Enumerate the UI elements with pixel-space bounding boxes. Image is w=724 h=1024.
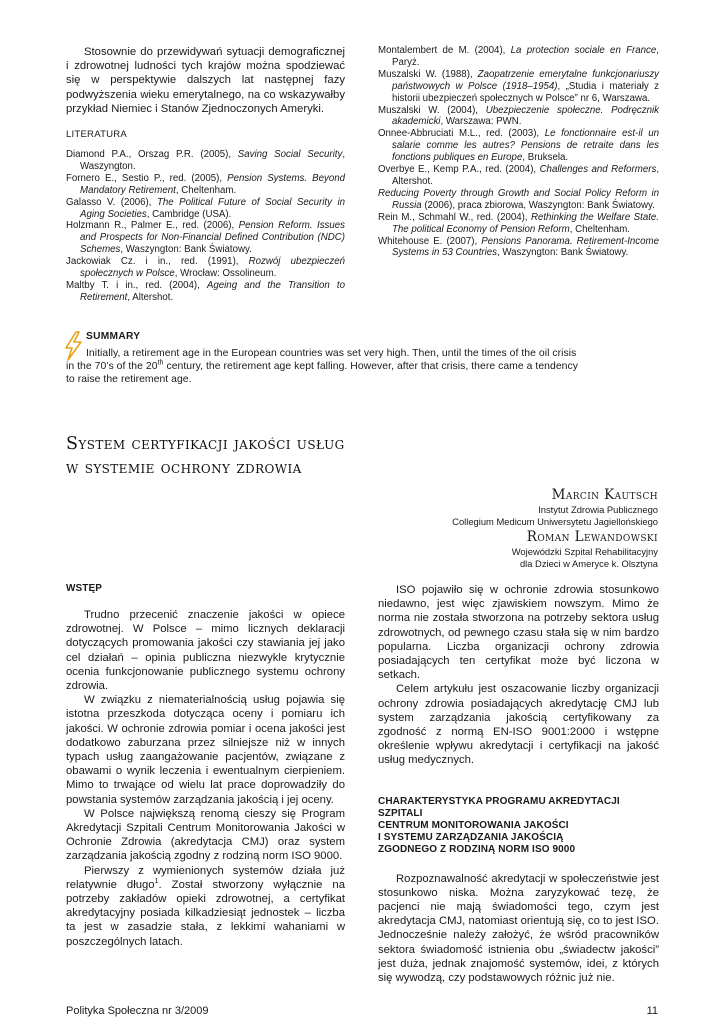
reference-item: Reducing Poverty through Growth and Social Policy Reform in Russia (2006), praca zbiorowa, Waszyngton: Bank Światowy.: [378, 187, 659, 211]
author-affiliation: Wojewódzki Szpital Rehabilitacyjny: [511, 546, 658, 557]
body-paragraph: Celem artykułu jest oszacowanie liczby organizacji ochrony zdrowia posiadających akredytację CMJ lub system zarządzania jakością certyfikowany za zgodność z normą EN-ISO 9001:2000 i wstępne określenie wpływu akredytacji i certyfikacji na jakość usług medycznych.: [378, 683, 659, 767]
author-affiliation: Collegium Medicum Uniwersytetu Jagiellońskiego: [452, 515, 658, 527]
author-affiliation: Instytut Zdrowia Publicznego: [538, 504, 658, 515]
summary-body: [66, 348, 662, 386]
reference-item: Maltby T. i in., red. (2004), Ageing and the Transition to Retirement, Altershot.: [66, 279, 345, 303]
author-block: [358, 487, 658, 527]
literature-heading: LITERATURA: [66, 129, 127, 141]
reference-item: Montalembert de M. (2004), La protection sociale en France, Paryż.: [378, 45, 659, 68]
reference-item: Fornero E., Sestio P., red. (2005), Pension Systems. Beyond Mandatory Retirement, Cheltenham.: [66, 172, 345, 196]
author-name: Roman Lewandowski: [526, 529, 658, 545]
reference-item: Galasso V. (2006), The Political Future of Social Security in Aging Societies, Cambridge (USA).: [66, 196, 345, 220]
footer-journal: Polityka Społeczna nr 3/2009: [66, 1005, 209, 1017]
section-heading: CHARAKTERYSTYKA PROGRAMU AKREDYTACJI SZPITALI CENTRUM MONITOROWANIA JAKOŚCI I SYSTEMU ZARZĄDZANIA JAKOŚCIĄ ZGODNEGO Z RODZINĄ NORM ISO 9000: [378, 795, 620, 855]
reference-item: Whitehouse E. (2007), Pensions Panorama. Retirement-Income Systems in 53 Countries, Waszyngton: Bank Światowy.: [378, 235, 659, 259]
summary-line: Initially, a retirement age in the European countries was set very high. Then, until the times of the oil crisis: [86, 348, 577, 359]
summary-line: to raise the retirement age.: [66, 373, 192, 385]
author-name: Marcin Kautsch: [551, 487, 658, 503]
summary-title: SUMMARY: [86, 331, 141, 342]
reference-item: Diamond P.A., Orszag P.R. (2005), Saving Social Security, Waszyngton.: [66, 149, 346, 172]
body-paragraph: W Polsce największą renomą cieszy się Program Akredytacji Szpitali Centrum Monitorowania Jakości w Ochronie Zdrowia (akredytacja CMJ) oraz system zarządzania jakością zgodny z rodziną norm ISO 9000.: [66, 807, 345, 863]
body-paragraph: Trudno przecenić znaczenie jakości w opiece zdrowotnej. W Polsce – mimo licznych deklaracji dotyczących promowania jakości czy stawiania jej jako cel działań – opinia publiczna niezwykle krytycznie ocenia funkcjonowanie publicznego systemu ochrony zdrowia.: [66, 609, 345, 693]
reference-item: Jackowiak Cz. i in., red. (1991), Rozwój ubezpieczeń społecznych w Polsce, Wrocław: Ossolineum.: [66, 256, 345, 280]
author-affiliation: dla Dzieci w Ameryce k. Olsztyna: [519, 557, 658, 569]
intro-paragraph: Stosownie do przewidywań sytuacji demograficznej i zdrowotnej ludności tych krajów można spodziewać się w perspektywie dalszych lat następnej fazy podwyższenia wieku emerytalnego, na co wskazywałby przykład Niemiec i Stanów Zjednoczonych Ameryki.: [66, 46, 345, 115]
author-block: [358, 529, 658, 569]
reference-item: Holzmann R., Palmer E., red. (2006), Pension Reform. Issues and Prospects for Non-Financial Defined Contribution (NDC) Schemes, Waszyngton: Bank Światowy.: [66, 220, 346, 256]
footnote-marker: 1: [154, 878, 159, 886]
body-right-column: [378, 583, 659, 985]
body-paragraph: Pierwszy z wymienionych systemów działa już relatywnie długo$^1$. Został stworzony wyłącznie na potrzeby zakładów opieki zdrowotnej, a certyfikat akredytacyjny posiada kilkadziesiąt jednostek – liczba ta jest w zasadzie stała, z lekkimi wahaniami w poszczególnych latach.: [66, 864, 345, 948]
body-paragraph: W związku z niematerialnością usług pojawia się istotna przeszkoda dotycząca oceny i pomiaru ich jakości. W ochronie zdrowia pomiar i ocena jakości jest dodatkowo zaburzana przez silniejsze niż w innych typach usług zaangażowanie pacjentów, związane z obawami o wynik leczenia i ewentualnym cierpieniem. Mimo to trwające od wielu lat prace doprowadziły do powstania systemów zarządzania jakością i jej oceny.: [66, 694, 345, 806]
page-number: 11: [646, 1005, 658, 1017]
body-paragraph: Rozpoznawalność akredytacji w społeczeństwie jest stosunkowo niska. Można zaryzykować tezę, że pacjenci nie mają świadomości tego, czym jest akredytacja CMJ, natomiast orientują się, co to jest ISO. Jednocześnie należy założyć, że wśród pracowników sektora świadomość istnienia obu „świadectw jakości” jest duża, jednak znajomość systemów, idei, z których się wywodzą, czy podstawowych różnic już nie.: [378, 872, 659, 985]
section-heading: WSTĘP: [66, 583, 103, 594]
article-title: System certyfikacji jakości usług w systemie ochrony zdrowia: [66, 434, 345, 478]
references-left: [66, 149, 345, 304]
reference-item: Muszalski W. (1988), Zaopatrzenie emerytalne funkcjonariuszy państwowych w Polsce (1918–1954), „Studia i materiały z historii ubezpieczeń społecznych w Polsce” nr 6, Warszawa.: [378, 68, 660, 104]
body-left-column: [66, 583, 345, 949]
body-paragraph: ISO pojawiło się w ochronie zdrowia stosunkowo niedawno, jest więc zjawiskiem nowszym. Mimo że norma nie została stworzona na potrzeby sektora usług zdrowotnych, od pewnego czasu stała się w nim bardzo popularna. Liczba organizacji ochrony zdrowia posiadających ten certyfikat może być liczona w setkach.: [378, 584, 659, 682]
summary-line: in the 70’s of the 20th century, the retirement age kept falling. However, after that crisis, there came a tendency: [66, 359, 578, 372]
reference-item: Overbye E., Kemp P.A., red. (2004), Challenges and Reformers, Altershot.: [378, 164, 660, 187]
reference-item: Muszalski W. (2004), Ubezpieczenie społeczne. Podręcznik akademicki, Warszawa: PWN.: [378, 104, 659, 128]
reference-item: Onnee-Abbruciati M.L., red. (2003), Le fonctionnaire est-il un salarie comme les autres? Pensions de retraite dans les fonctions publiques en Europe, Bruksela.: [378, 128, 659, 164]
top-right-column: [378, 45, 659, 259]
top-left-column: [66, 45, 345, 304]
reference-item: Rein M., Schmahl W., red. (2004), Rethinking the Welfare State. The political Economy of Pension Reform, Cheltenham.: [378, 211, 659, 235]
